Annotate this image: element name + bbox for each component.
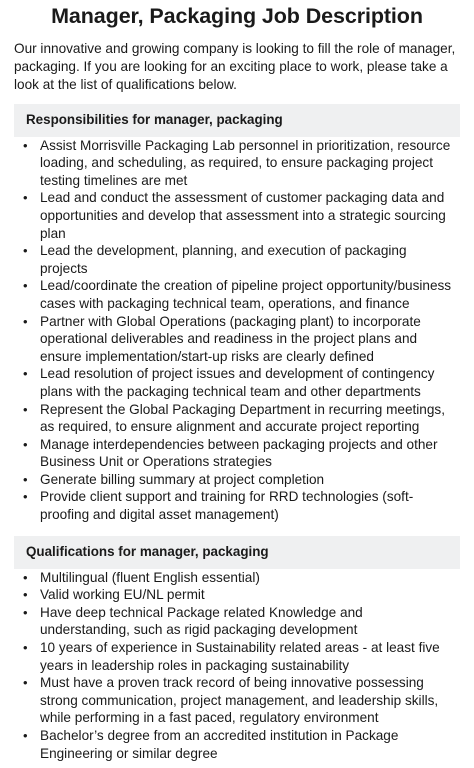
qualifications-list (14, 569, 460, 763)
list-item (14, 313, 460, 366)
list-item (14, 471, 460, 489)
list-item-text: Generate billing summary at project completion (40, 471, 325, 487)
list-item (14, 137, 460, 190)
list-item (14, 401, 460, 436)
list-item (14, 277, 460, 312)
bullet-icon: • (23, 190, 28, 206)
list-item-text: Bachelor’s degree from an accredited institution in Package Engineering or similar degree (40, 728, 399, 761)
list-item-text: Have deep technical Package related Knowledge and understanding, such as rigid packaging development (40, 604, 363, 638)
bullet-icon: • (23, 243, 28, 259)
list-item (14, 488, 460, 523)
list-item (14, 242, 460, 277)
qualifications-heading: Qualifications for manager, packaging (14, 536, 460, 569)
job-description-page (0, 2, 474, 768)
bullet-icon: • (23, 471, 28, 487)
list-item-text: Lead and conduct the assessment of customer packaging data and opportunities and develop that assessment into a strategic sourcing plan (40, 190, 446, 241)
list-item (14, 639, 460, 674)
bullet-icon: • (23, 366, 28, 382)
list-item-text: Represent the Global Packaging Department in recurring meetings, as required, to ensure alignment and accurate project reporting (40, 401, 446, 435)
list-item-text: Manage interdependencies between packaging projects and other Business Unit or Operations strategies (40, 436, 438, 470)
list-item-text: Partner with Global Operations (packaging plant) to incorporate operational deliverables and readiness in the project plans and ensure implementation/start-up risks are clearly defined (40, 313, 421, 364)
list-item-text: Multilingual (fluent English essential) (40, 569, 260, 585)
intro-paragraph: Our innovative and growing company is looking to fill the role of manager, packaging. If you are looking for an exciting place to work, please take a look at the list of qualifications below. (14, 41, 456, 93)
list-item (14, 604, 460, 639)
bullet-icon: • (23, 489, 28, 505)
bullet-icon: • (23, 728, 28, 744)
list-item-text: Lead resolution of project issues and development of contingency plans with the packaging technical team and other departments (40, 366, 435, 399)
bullet-icon: • (23, 401, 28, 417)
list-item-text: Assist Morrisville Packaging Lab personnel in prioritization, resource loading, and scheduling, as required, to ensure packaging project testing timelines are met (40, 137, 451, 188)
list-item-text: Provide client support and training for RRD technologies (soft-proofing and digital asset management) (40, 489, 414, 523)
list-item (14, 674, 460, 727)
bullet-icon: • (23, 604, 28, 620)
list-item-text: 10 years of experience in Sustainability related areas - at least five years in leadership roles in packaging sustainability (40, 640, 440, 673)
responsibilities-list (14, 137, 460, 524)
bullet-icon: • (23, 137, 28, 153)
page-title: Manager, Packaging Job Description (51, 4, 423, 28)
list-item (14, 727, 460, 762)
responsibilities-heading: Responsibilities for manager, packaging (14, 104, 460, 137)
bullet-icon: • (23, 278, 28, 294)
bullet-icon: • (23, 640, 28, 656)
list-item-text: Lead/coordinate the creation of pipeline project opportunity/business cases with packaging technical team, operations, and finance (40, 278, 452, 311)
bullet-icon: • (23, 569, 28, 585)
bullet-icon: • (23, 436, 28, 452)
list-item-text: Valid working EU/NL permit (40, 587, 205, 603)
list-item-text: Must have a proven track record of being innovative possessing strong communication, project management, and leadership skills, while performing in a fast paced, regulatory environment (40, 675, 439, 726)
bullet-icon: • (23, 313, 28, 329)
list-item-text: Lead the development, planning, and execution of packaging projects (40, 243, 407, 276)
list-item (14, 189, 460, 242)
bullet-icon: • (23, 675, 28, 691)
list-item (14, 365, 460, 400)
list-item (14, 569, 460, 587)
list-item (14, 586, 460, 604)
list-item (14, 436, 460, 471)
bullet-icon: • (23, 587, 28, 603)
